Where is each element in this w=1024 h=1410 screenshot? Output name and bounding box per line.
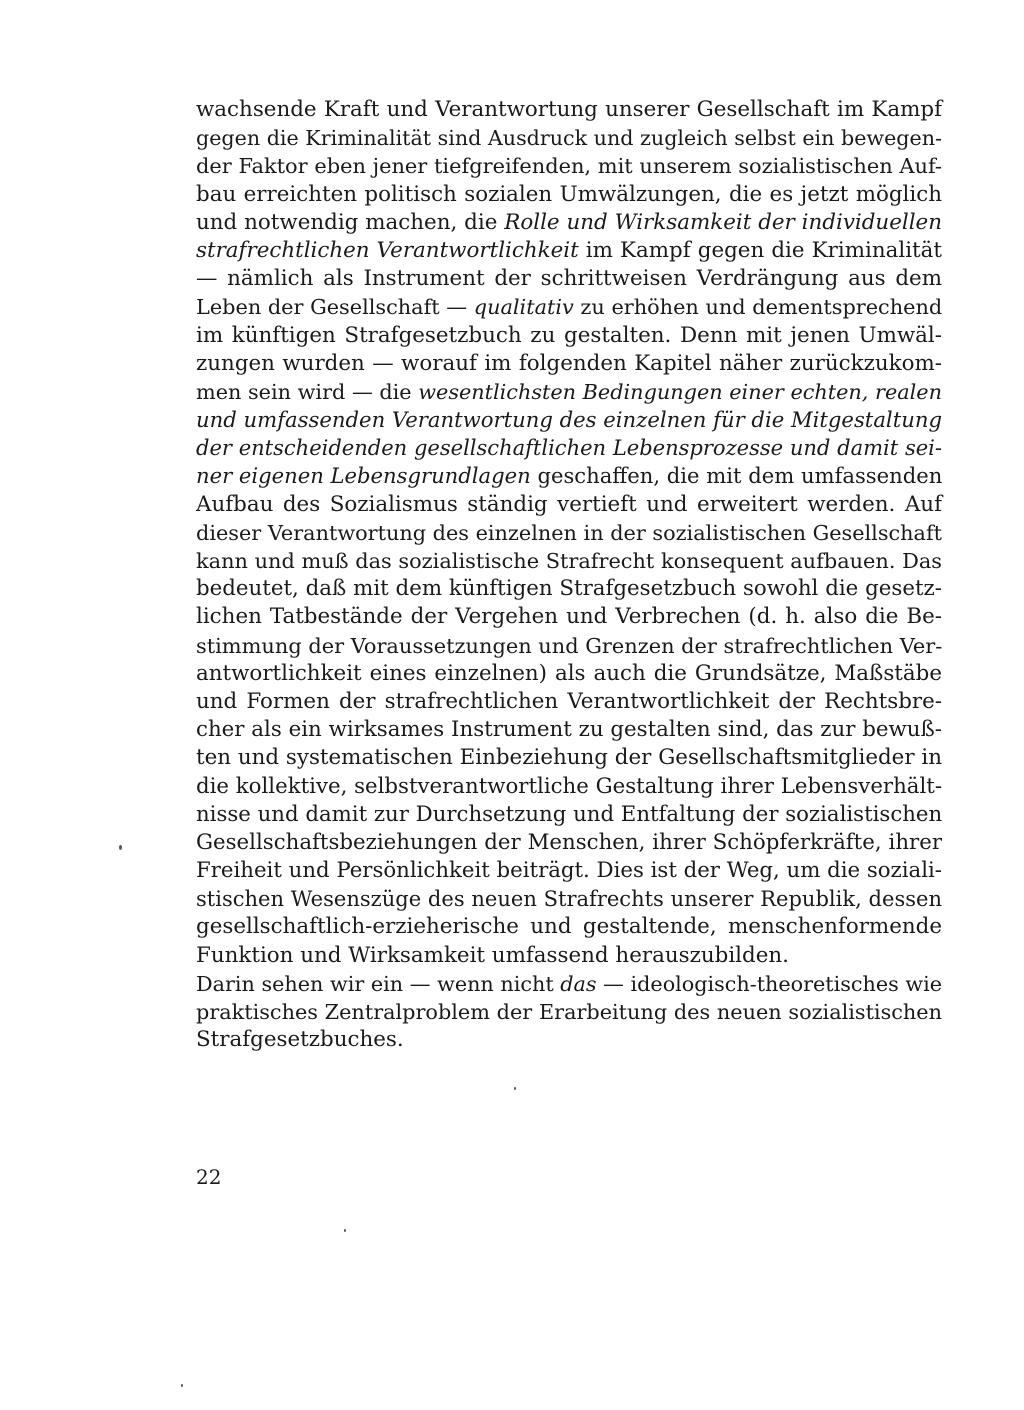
text-run: Freiheit und Persönlichkeit beiträgt. Dies ist der Weg, um die soziali- bbox=[196, 858, 942, 884]
text-line bbox=[196, 350, 942, 378]
italic-text: wesentlichsten Bedingungen einer echten, realen bbox=[418, 379, 942, 404]
text-line bbox=[196, 970, 942, 998]
text-run: antwortlichkeit eines einzelnen) als auch die Grundsätze, Maßstäbe bbox=[196, 660, 942, 686]
italic-text: strafrechtlichen Verantwortlichkeit bbox=[196, 237, 579, 263]
text-line bbox=[196, 519, 942, 547]
text-line bbox=[196, 773, 942, 801]
text-line bbox=[196, 1026, 942, 1054]
text-line bbox=[196, 913, 942, 941]
text-line bbox=[196, 96, 942, 124]
italic-text: und umfassenden Verantwortung des einzelnen für die Mitgestaltung bbox=[196, 407, 942, 433]
text-line bbox=[196, 293, 942, 321]
scan-speck bbox=[181, 1384, 183, 1387]
text-line bbox=[196, 688, 942, 716]
text-line bbox=[196, 491, 942, 519]
text-run: bau erreichten politisch sozialen Umwälzungen, die es jetzt möglich bbox=[196, 181, 942, 207]
text-run: men sein wird — die bbox=[196, 379, 419, 404]
text-line bbox=[196, 744, 942, 772]
text-run: Funktion und Wirksamkeit umfassend herauszubilden. bbox=[196, 942, 789, 968]
text-line bbox=[196, 998, 942, 1026]
text-run: lichen Tatbestände der Vergehen und Verbrechen (d. h. also die Be- bbox=[196, 604, 942, 630]
text-line bbox=[196, 322, 942, 350]
text-run: und notwendig machen, die bbox=[196, 209, 505, 235]
text-run: bedeutet, daß mit dem künftigen Strafgesetzbuch sowohl die gesetz- bbox=[196, 576, 942, 602]
text-run: zungen wurden — worauf im folgenden Kapitel näher zurückzukom- bbox=[196, 350, 942, 376]
text-run: nisse und damit zur Durchsetzung und Entfaltung der sozialistischen bbox=[196, 801, 943, 827]
text-run: stischen Wesenszüge des neuen Strafrechts unserer Republik, dessen bbox=[196, 886, 942, 912]
text-run: die kollektive, selbstverantwortliche Gestaltung ihrer Lebensverhält- bbox=[196, 773, 943, 799]
text-line bbox=[196, 209, 942, 237]
italic-text: der entscheidenden gesellschaftlichen Lebensprozesse und damit sei- bbox=[196, 435, 942, 461]
text-run: wachsende Kraft und Verantwortung unserer Gesellschaft im Kampf bbox=[196, 97, 942, 122]
text-run: Darin sehen wir ein — wenn nicht bbox=[196, 971, 561, 996]
text-line bbox=[196, 575, 942, 603]
italic-text: ner eigenen Lebensgrundlagen bbox=[196, 463, 531, 489]
text-line bbox=[196, 857, 942, 885]
text-run: gesellschaftlich-erzieherische und gestaltende, menschenformende bbox=[196, 914, 942, 940]
scan-speck bbox=[119, 845, 122, 850]
text-line bbox=[196, 632, 942, 660]
text-line bbox=[196, 885, 942, 913]
italic-text: qualitativ bbox=[473, 295, 574, 320]
text-run: im künftigen Strafgesetzbuch zu gestalten. Denn mit jenen Umwäl- bbox=[196, 322, 942, 348]
text-line bbox=[196, 406, 942, 434]
text-run: praktisches Zentralproblem der Erarbeitung des neuen sozialistischen bbox=[196, 1000, 942, 1024]
text-line bbox=[196, 603, 942, 631]
text-run: und Formen der strafrechtlichen Verantwortlichkeit der Rechtsbre- bbox=[196, 688, 942, 714]
text-line bbox=[196, 237, 942, 265]
text-run: — ideologisch-theoretisches wie bbox=[596, 971, 942, 996]
text-run: im Kampf gegen die Kriminalität bbox=[578, 237, 942, 263]
text-run: Aufbau des Sozialismus ständig vertieft und erweitert werden. Auf bbox=[196, 491, 942, 517]
scan-speck bbox=[514, 1087, 516, 1090]
scan-speck bbox=[344, 1229, 346, 1232]
text-run: Strafgesetzbuches. bbox=[196, 1027, 404, 1053]
text-line bbox=[196, 942, 942, 970]
text-run: ten und systematischen Einbeziehung der Gesellschaftsmitglieder in bbox=[196, 745, 942, 771]
text-line bbox=[196, 378, 942, 406]
italic-text: Rolle und Wirksamkeit der individuellen bbox=[504, 209, 942, 235]
text-line bbox=[196, 181, 942, 209]
text-run: der Faktor eben jener tiefgreifenden, mit unserem sozialistischen Auf- bbox=[196, 154, 942, 179]
text-run: — nämlich als Instrument der schrittweisen Verdrängung aus dem bbox=[196, 266, 942, 292]
text-line bbox=[196, 434, 942, 462]
text-line bbox=[196, 716, 942, 744]
text-line bbox=[196, 801, 942, 829]
text-line bbox=[196, 124, 942, 152]
text-run: kann und muß das sozialistische Strafrecht konsequent aufbauen. Das bbox=[196, 549, 942, 573]
text-run: zu erhöhen und dementsprechend bbox=[573, 295, 943, 320]
text-line bbox=[196, 660, 942, 688]
page-number: 22 bbox=[196, 1165, 222, 1189]
italic-text: das bbox=[560, 971, 597, 996]
text-run: gegen die Kriminalität sind Ausdruck und zugleich selbst ein bewegen- bbox=[196, 126, 942, 151]
text-run: geschaffen, die mit dem umfassenden bbox=[530, 463, 943, 489]
text-line bbox=[196, 265, 942, 293]
text-line bbox=[196, 462, 942, 490]
text-line bbox=[196, 547, 942, 575]
text-run: Gesellschaftsbeziehungen der Menschen, ihrer Schöpferkräfte, ihrer bbox=[196, 829, 942, 855]
body-text bbox=[196, 96, 942, 1054]
text-line bbox=[196, 152, 942, 180]
text-line bbox=[196, 829, 942, 857]
text-run: stimmung der Voraussetzungen und Grenzen der strafrechtlichen Ver- bbox=[196, 633, 943, 658]
text-run: cher als ein wirksames Instrument zu gestalten sind, das zur bewuß- bbox=[196, 717, 942, 743]
text-run: Leben der Gesellschaft — bbox=[196, 295, 474, 320]
text-run: dieser Verantwortung des einzelnen in der sozialistischen Gesellschaft bbox=[196, 520, 942, 545]
